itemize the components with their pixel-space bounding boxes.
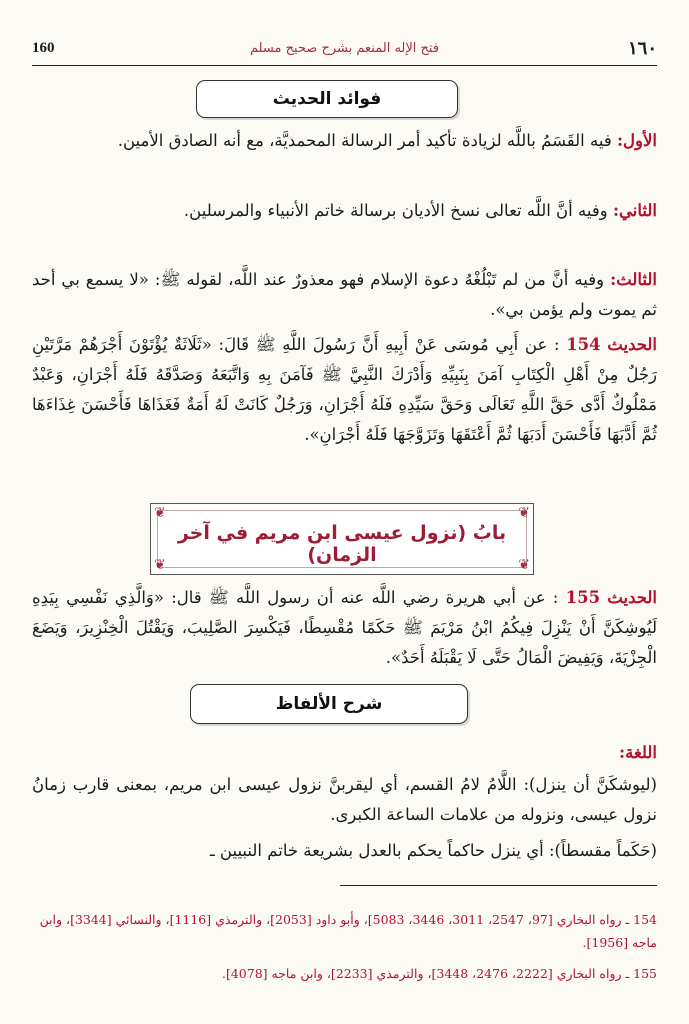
page-number-latin: 160 [32,40,55,56]
page-header [32,38,657,64]
label-first: الأول: [616,131,657,150]
section-heading-benefits: فوائد الحديث [196,80,458,118]
section-heading-vocabulary: شرح الألفاظ [190,684,468,724]
page-number-arabic: ١٦٠ [627,38,657,59]
footnote-155: 155 ـ رواه البخاري [2222، 2476، 3448]، والترمذي [2233]، وابن ماجه [4078]. [221,966,657,981]
paragraph-third [32,265,657,325]
corner-ornament-icon: ❦ [154,557,166,573]
hadith-154-label: الحديث [607,335,658,354]
paragraph-first [32,126,657,156]
label-second: الثاني: [612,201,657,220]
footnote-rule [340,885,657,886]
hadith-154 [32,330,657,450]
hadith-155-label: الحديث [607,588,658,607]
language-label: اللغة: [619,743,657,762]
text-first: فيه القَسَمُ باللَّه لزيادة تأكيد أمر الرسالة المحمديَّة، مع أنه الصادق الأمين. [117,131,612,150]
vocab-entry-2 [32,836,657,866]
vocab-entry-2-text: (حَكَماً مقسطاً): أي ينزل حاكماً يحكم بالعدل بشريعة خاتم النبيين ـ [209,841,657,860]
corner-ornament-icon: ❦ [154,505,166,521]
corner-ornament-icon: ❦ [518,557,530,573]
corner-ornament-icon: ❦ [518,505,530,521]
chapter-title: بابُ (نزول عيسى ابن مريم في آخر الزمان) [177,522,507,566]
hadith-155-number: 155 [565,588,601,607]
hadith-154-text: : عن أَبِي مُوسَى عَنْ أَبِيهِ أَنَّ رَسُولَ اللَّهِ ﷺ قَالَ: «ثَلَاثَةٌ يُؤْتَوْنَ أَجْرَهُمْ مَرَّتَيْنِ رَجُلٌ مِنْ أَهْلِ الْكِتَابِ آمَنَ بِنَبِيِّهِ وَأَدْرَكَ النَّبِيَّ ﷺ فَآمَنَ بِهِ وَاتَّبَعَهُ وَصَدَّقَهُ فَلَهُ أَجْرَانِ، وَعَبْدٌ مَمْلُوكٌ أَدَّى حَقَّ اللَّهِ تَعَالَى وَحَقَّ سَيِّدِهِ فَلَهُ أَجْرَانِ، وَرَجُلٌ كَانَتْ لَهُ أَمَةٌ فَغَذَاهَا فَأَحْسَنَ غِذَاءَهَا ثُمَّ أَدَّبَهَا فَأَحْسَنَ أَدَبَهَا ثُمَّ أَعْتَقَهَا وَتَزَوَّجَهَا فَلَهُ أَجْرَانِ». [32,335,657,444]
hadith-155 [32,583,657,673]
text-third: وفيه أنَّ من لم تَبْلُغْهُ دعوة الإسلام فهو معذورٌ عند اللَّه، لقوله ﷺ: «لا يسمع بي أحد ثم يموت ولم يؤمن بي». [32,270,657,319]
paragraph-second [32,196,657,226]
hadith-154-number: 154 [566,335,601,354]
footnote-154: 154 ـ رواه البخاري [97، 2547، 3011، 3446، 5083]، وأبو داود [2053]، والترمذي [1116]، والنسائي [3344]، وابن ماجه [1956]. [39,912,657,950]
header-rule [32,65,657,66]
label-third: الثالث: [610,270,658,289]
text-second: وفيه أنَّ اللَّه تعالى نسخ الأديان برسالة خاتم الأنبياء والمرسلين. [183,201,608,220]
language-label-line [32,738,657,768]
vocab-entry-1-text: (ليوشكَنَّ أن ينزل): اللَّامُ لامُ القسم، أي ليقربنَّ نزول عيسى ابن مريم، بمعنى قارب زمانُ نزول عيسى، ونزوله من علامات الساعة الكبرى. [32,775,657,824]
hadith-155-text: : عن أبي هريرة رضي اللَّه عنه أن رسول اللَّه ﷺ قال: «وَالَّذِي نَفْسِي بِيَدِهِ لَيُوشِكَنَّ أَنْ يَنْزِلَ فِيكُمُ ابْنُ مَرْيَمَ ﷺ حَكَمًا مُقْسِطًا، فَيَكْسِرَ الصَّلِيبَ، وَيَقْتُلَ الْخِنْزِيرَ، وَيَضَعَ الْجِزْيَةَ، وَيَفِيضَ الْمَالُ حَتَّى لَا يَقْبَلَهُ أَحَدٌ». [32,588,657,667]
running-title: فتح الإله المنعم بشرح صحيح مسلم [249,41,440,56]
vocab-entry-1 [32,770,657,830]
chapter-title-box [150,503,534,575]
